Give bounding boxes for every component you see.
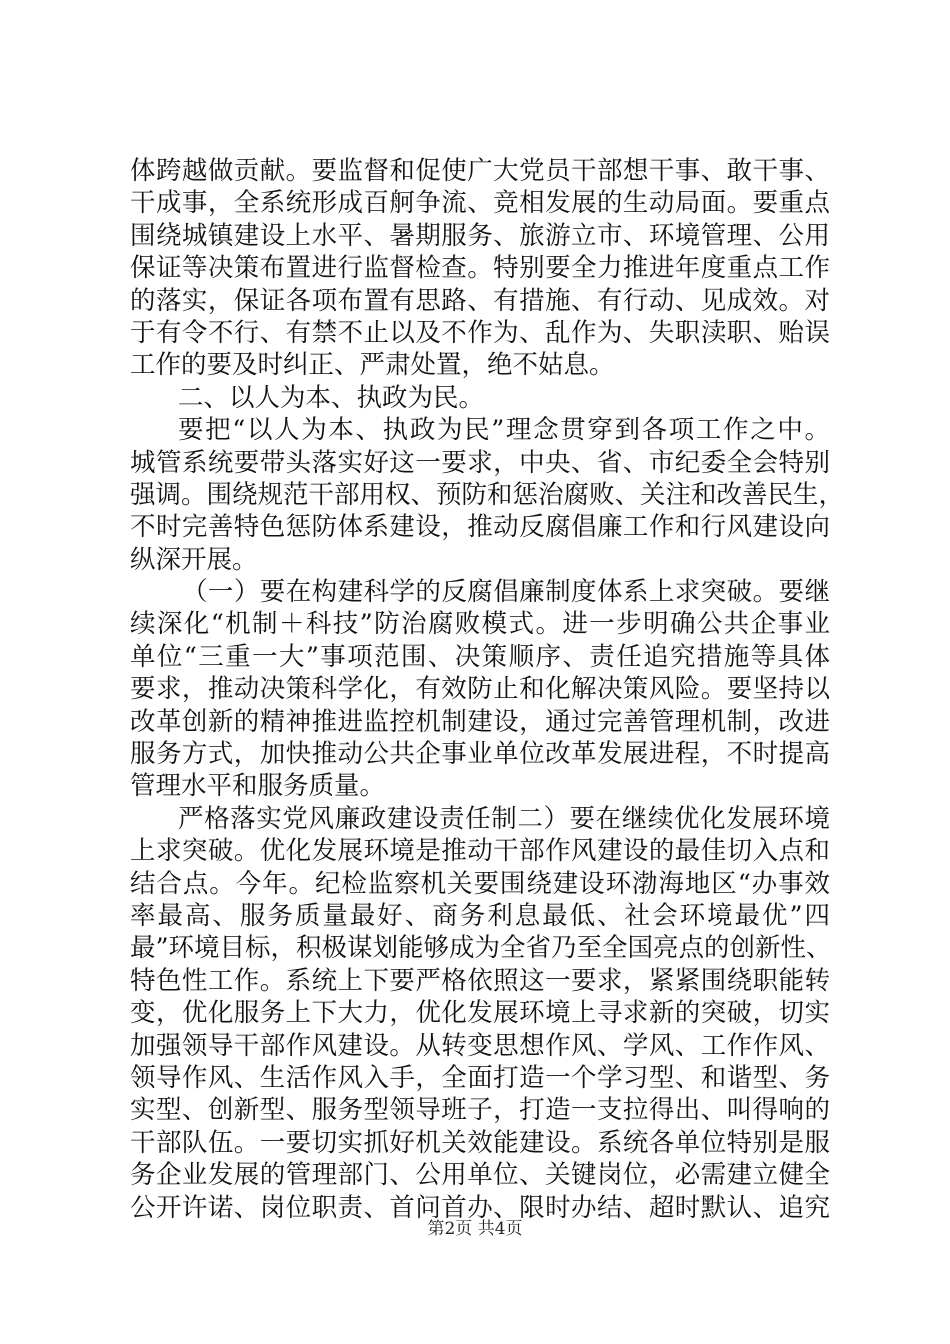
text-line: （一）要在构建科学的反腐倡廉制度体系上求突破。要继 [182, 577, 830, 608]
text-line: 特色性工作。系统上下要严格依照这一要求，紧紧围绕职能转 [130, 965, 830, 996]
text-line: 于有令不行、有禁不止以及不作为、乱作为、失职渎职、贻误 [130, 317, 830, 348]
text-line: 强调。围绕规范干部用权、预防和惩治腐败、关注和改善民生， [130, 479, 845, 510]
text-line: 保证等决策布置进行监督检查。特别要全力推进年度重点工作 [130, 253, 830, 284]
text-line: 要求，推动决策科学化，有效防止和化解决策风险。要坚持以 [130, 674, 830, 705]
body-text [130, 155, 845, 1224]
text-line: 的落实，保证各项布置有思路、有措施、有行动、见成效。对 [130, 285, 830, 316]
text-line: 纵深开展。 [130, 544, 258, 575]
text-line: 服务方式，加快推动公共企事业单位改革发展进程，不时提高 [130, 739, 830, 770]
text-line: 管理水平和服务质量。 [130, 771, 386, 802]
text-line: 干部队伍。一要切实抓好机关效能建设。系统各单位特别是服 [130, 1127, 830, 1158]
section-heading: 二、以人为本、执政为民。 [178, 382, 485, 413]
text-line: 率最高、服务质量最好、商务利息最低、社会环境最优”四 [130, 900, 830, 931]
text-line: 围绕城镇建设上水平、暑期服务、旅游立市、环境管理、公用 [130, 220, 830, 251]
text-line: 公开许诺、岗位职责、首问首办、限时办结、超时默认、追究 [130, 1192, 830, 1223]
text-line: 改革创新的精神推进监控机制建设，通过完善管理机制，改进 [130, 706, 830, 737]
text-line: 领导作风、生活作风入手，全面打造一个学习型、和谐型、务 [130, 1062, 830, 1093]
page-number-footer: 第2页 共4页 [427, 1219, 523, 1239]
text-line: 不时完善特色惩防体系建设，推动反腐倡廉工作和行风建设向 [130, 512, 830, 543]
text-line: 续深化“机制＋科技”防治腐败模式。进一步明确公共企事业 [130, 609, 830, 640]
text-line: 结合点。今年。纪检监察机关要围绕建设环渤海地区“办事效 [130, 868, 830, 899]
text-line: 实型、创新型、服务型领导班子，打造一支拉得出、叫得响的 [130, 1095, 830, 1126]
text-line: 最”环境目标，积极谋划能够成为全省乃至全国亮点的创新性、 [130, 933, 832, 964]
text-line: 要把“以人为本、执政为民”理念贯穿到各项工作之中。 [178, 415, 830, 446]
text-line: 加强领导干部作风建设。从转变思想作风、学风、工作作风、 [130, 1030, 830, 1061]
text-line: 工作的要及时纠正、严肃处置，绝不姑息。 [130, 350, 615, 381]
text-line: 严格落实党风廉政建设责任制二）要在继续优化发展环境 [178, 803, 830, 834]
text-line: 变，优化服务上下大力，优化发展环境上寻求新的突破，切实 [130, 998, 830, 1029]
text-line: 务企业发展的管理部门、公用单位、关键岗位，必需建立健全 [130, 1160, 830, 1191]
text-line: 体跨越做贡献。要监督和促使广大党员干部想干事、敢干事、 [130, 156, 830, 186]
text-line: 上求突破。优化发展环境是推动干部作风建设的最佳切入点和 [130, 836, 830, 867]
text-line: 单位“三重一大”事项范围、决策顺序、责任追究措施等具体 [130, 641, 830, 672]
text-line: 干成事，全系统形成百舸争流、竞相发展的生动局面。要重点 [130, 188, 830, 219]
text-line: 城管系统要带头落实好这一要求，中央、省、市纪委全会特别 [130, 447, 830, 478]
